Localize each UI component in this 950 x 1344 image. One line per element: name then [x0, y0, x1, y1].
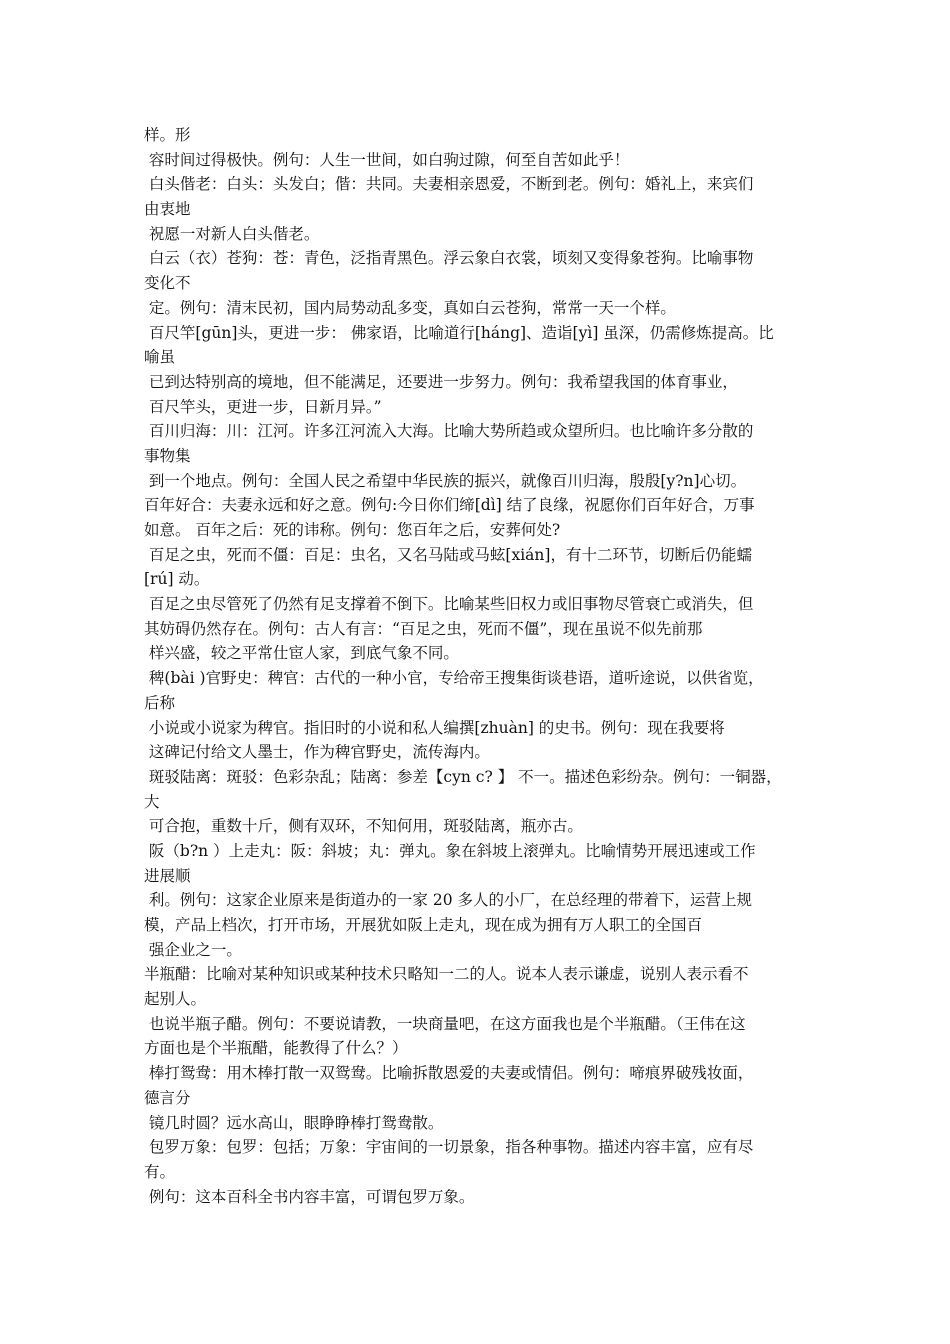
text-line: 强企业之一。	[144, 940, 242, 959]
text-line: 小说或小说家为稗官。指旧时的小说和私人编撰[zhuàn] 的史书。例句：现在我要将	[144, 718, 725, 737]
text-line: 棒打鸳鸯：用木棒打散一双鸳鸯。比喻拆散恩爱的夫妻或情侣。例句：啼痕界破残妆面，	[144, 1064, 754, 1083]
text-line: 其妨碍仍然存在。例句：古人有言：“百足之虫，死而不僵”，现在虽说不似先前那	[144, 619, 703, 638]
text-line: 也说半瓶子醋。例句：不要说请教，一块商量吧，在这方面我也是个半瓶醋。（王伟在这	[144, 1014, 746, 1033]
text-line: 方面也是个半瓶醋，能教得了什么？）	[144, 1039, 408, 1058]
text-line: 样兴盛，较之平常仕宦人家，到底气象不同。	[144, 644, 459, 663]
text-line: 半瓶醋：比喻对某种知识或某种技术只略知一二的人。说本人表示谦虚，说别人表示看不	[144, 965, 749, 984]
text-line: 如意。 百年之后：死的讳称。例句：您百年之后，安葬何处?	[144, 521, 561, 539]
text-line: 样。形	[144, 126, 191, 144]
text-line: 白头偕老：白头：头发白；偕：共同。夫妻相亲恩爱，不断到老。例句：婚礼上，来宾们	[144, 175, 754, 194]
text-line: [rú] 动。	[144, 570, 210, 589]
text-line: 利。例句：这家企业原来是街道办的一家 20 多人的小厂，在总经理的带着下，运营上规	[144, 891, 753, 910]
text-line: 稗(bài )官野史：稗官：古代的一种小官，专给帝王搜集街谈巷语，道听途说，以供省览，	[144, 669, 764, 688]
text-line: 事物集	[144, 446, 191, 465]
text-line: 德言分	[144, 1088, 191, 1107]
text-line: 有。	[144, 1162, 176, 1181]
text-line: 容时间过得极快。例句：人生一世间，如白驹过隙，何至自苦如此乎！	[144, 150, 630, 169]
text-line: 百年好合：夫妻永远和好之意。例句:今日你们缔[dì] 结了良缘，祝愿你们百年好合，万事	[144, 496, 755, 515]
text-line: 已到达特别高的境地，但不能满足，还要进一步努力。例句：我希望我国的体育事业，	[144, 372, 738, 391]
text-line: 变化不	[144, 274, 191, 293]
text-line: 模，产品上档次，打开市场，开展犹如阪上走丸，现在成为拥有万人职工的全国百	[144, 916, 703, 934]
text-line: 百川归海：川：江河。许多江河流入大海。比喻大势所趋或众望所归。也比喻许多分散的	[144, 422, 754, 441]
text-line: 镜几时圆？远水高山，眼睁睁棒打鸳鸯散。	[144, 1113, 444, 1132]
text-line: 百足之虫尽管死了仍然有足支撑着不倒下。比喻某些旧权力或旧事物尽管衰亡或消失，但	[144, 595, 754, 614]
text-line: 到一个地点。例句：全国人民之希望中华民族的振兴，就像百川归海，殷殷[y?n]心切。	[144, 471, 747, 490]
text-line: 例句：这本百科全书内容丰富，可谓包罗万象。	[144, 1187, 475, 1206]
text-line: 进展顺	[144, 866, 191, 885]
text-line: 百尺竿头，更进一步，日新月异。”	[144, 397, 382, 416]
idiom-text-body	[144, 123, 822, 1209]
text-line: 大	[144, 792, 160, 811]
text-line: 白云（衣）苍狗：苍：青色，泛指青黑色。浮云象白衣裳，顷刻又变得象苍狗。比喻事物	[144, 249, 754, 268]
text-line: 包罗万象：包罗：包括；万象：宇宙间的一切景象，指各种事物。描述内容丰富，应有尽	[144, 1138, 754, 1157]
text-line: 定。例句：清末民初，国内局势动乱多变，真如白云苍狗，常常一天一个样。	[144, 298, 676, 317]
text-line: 祝愿一对新人白头偕老。	[144, 224, 320, 243]
text-line: 阪（b?n ）上走丸：阪：斜坡；丸：弹丸。象在斜坡上滚弹丸。比喻情势开展迅速或工作	[144, 841, 756, 860]
text-line: 由衷地	[144, 200, 191, 219]
text-line: 喻虽	[144, 348, 176, 367]
text-line: 这碑记付给文人墨士，作为稗官野史，流传海内。	[144, 743, 490, 762]
text-line: 可合抱，重数十斤，侧有双环，不知何用，斑驳陆离，瓶亦古。	[144, 817, 583, 836]
text-line: 百足之虫，死而不僵：百足：虫名，又名马陆或马蚿[xián]，有十二环节，切断后仍能蠕	[144, 545, 752, 564]
text-line: 起别人。	[144, 990, 207, 1009]
text-line: 后称	[144, 693, 176, 712]
text-line: 斑驳陆离：斑驳：色彩杂乱；陆离：参差【cyn c? 】 不一。描述色彩纷杂。例句：一铜器，	[144, 767, 782, 786]
text-line: 百尺竿[gūn]头，更进一步： 佛家语，比喻道行[háng]、造诣[yì] 虽深，仍需修炼提高。比	[144, 323, 774, 342]
